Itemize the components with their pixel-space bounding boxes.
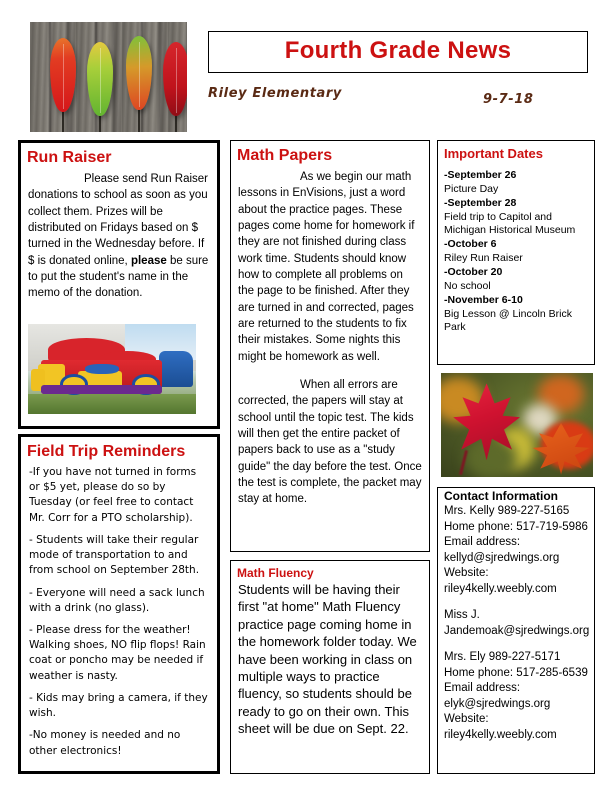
teacher3-name: Mrs. Ely 989-227-5171 [444,651,561,664]
teacher1-email-label: Email address: [444,536,521,549]
masthead-leaves-photo [30,22,187,132]
math-papers-paragraph-1: As we begin our math lessons in EnVisions, just a word about the practice pages. These pages come home for homework if they are not finished during class work time. Students should know how to complete all problems on the page to be finished. After they are turned in and corrected, pages are returned to the students to fix their mistakes. Some nights this might be homework as well. [238,171,415,363]
teacher3-home-phone: Home phone: 517-285-6539 [444,666,588,679]
inflatable-purple-base [41,385,162,394]
date-description: Riley Run Raiser [444,252,523,265]
teacher1-website-label: Website: [444,567,489,580]
run-raiser-body: Please send Run Raiser donations to school as soon as you collect them. Prizes will be distributed on Fridays based on $ turned in the Wednesday before. If $ is donated online, please be sure to put the student's name in the memo of the donation. [28,173,209,300]
field-trip-heading: Field Trip Reminders [27,443,186,460]
inflatable-blue-panel [85,364,119,375]
red-maple-leaf-photo [441,373,593,477]
newsletter-title-box [208,31,588,73]
teacher3-email[interactable]: elyk@sjredwings.org [444,697,551,710]
teacher3-email-label: Email address: [444,682,521,695]
contact-information-panel [437,487,595,774]
math-papers-panel [230,140,430,552]
date-label: -November 6-10 [444,293,523,306]
field-trip-item: - Kids may bring a camera, if they wish. [29,691,208,720]
contact-heading: Contact Information [444,489,558,503]
important-dates-list [444,169,588,335]
contact-details [444,488,588,743]
field-trip-item: - Everyone will need a sack lunch with a drink (no glass). [29,586,205,614]
leaf-stem [138,108,140,132]
math-papers-paragraph-2: When all errors are corrected, the papers will stay at school until the topic test. The kids will then get the entire packet of papers back to use as a "study guide" the day before the test. Once the test is complete, the packet may stay at home. [238,378,422,506]
date-description: No school [444,279,491,292]
teacher3-website-label: Website: [444,713,489,726]
math-papers-heading: Math Papers [237,147,333,164]
field-trip-item: -No money is needed and no other electronics! [29,729,181,757]
date-label: -October 20 [444,266,503,279]
math-fluency-heading: Math Fluency [237,566,314,580]
math-fluency-body: Students will be having their first "at home" Math Fluency practice page coming home in the homework folder today. We have been working in class on multiple ways to practice fluency, so students should be ready to go on their own. This sheet will be due on Sept. 22. [238,582,417,737]
teacher1-name: Mrs. Kelly 989-227-5165 [444,505,570,518]
important-dates-panel [437,140,595,365]
teacher3-website[interactable]: riley4kelly.weebly.com [444,728,557,741]
date-description: Big Lesson @ Lincoln Brick Park [444,307,572,334]
leaf-deep-red-icon [163,42,187,116]
important-dates-heading: Important Dates [444,146,543,161]
spacer [444,639,588,650]
date-label: -October 6 [444,238,497,251]
teacher2-email[interactable]: Jandemoak@sjredwings.org [444,624,590,637]
date-label: -September 26 [444,169,517,181]
issue-date: 9-7-18 [483,92,534,107]
field-trip-panel [18,434,220,774]
teacher1-email[interactable]: kellyd@sjredwings.org [444,551,560,564]
leaf-stem [99,114,101,132]
date-label: -September 28 [444,196,517,209]
teacher2-name: Miss J. [444,609,480,622]
leaf-stem [175,114,177,132]
field-trip-item: - Please dress for the weather! Walking shoes, NO flip flops! Rain coat or poncho may be needed if weather is nasty. [29,623,206,682]
school-name: Riley Elementary [208,86,342,101]
inflatable-blue-slide [159,351,193,387]
field-trip-item: -If you have not turned in forms or $5 yet, please do so by Tuesday (or feel free to contact Mr. Corr for a PTO scholarship). [29,466,197,524]
date-description: Picture Day [444,182,499,195]
run-raiser-heading: Run Raiser [27,149,112,166]
spacer [444,597,588,608]
field-trip-item: - Students will take their regular mode of transportation to and from school on September 28th. [29,533,200,577]
page-title: Fourth Grade News [284,37,512,64]
math-fluency-panel [230,560,430,774]
run-raiser-emphasis: please [130,254,167,267]
date-description: Field trip to Capitol and Michigan Historical Museum [444,210,576,237]
grass [28,394,196,414]
teacher1-website[interactable]: riley4kelly.weebly.com [444,582,557,595]
teacher1-home-phone: Home phone: 517-719-5986 [444,520,588,533]
inflatable-obstacle-course-photo [28,324,196,414]
field-trip-list [29,465,209,759]
leaf-stem [62,110,64,132]
